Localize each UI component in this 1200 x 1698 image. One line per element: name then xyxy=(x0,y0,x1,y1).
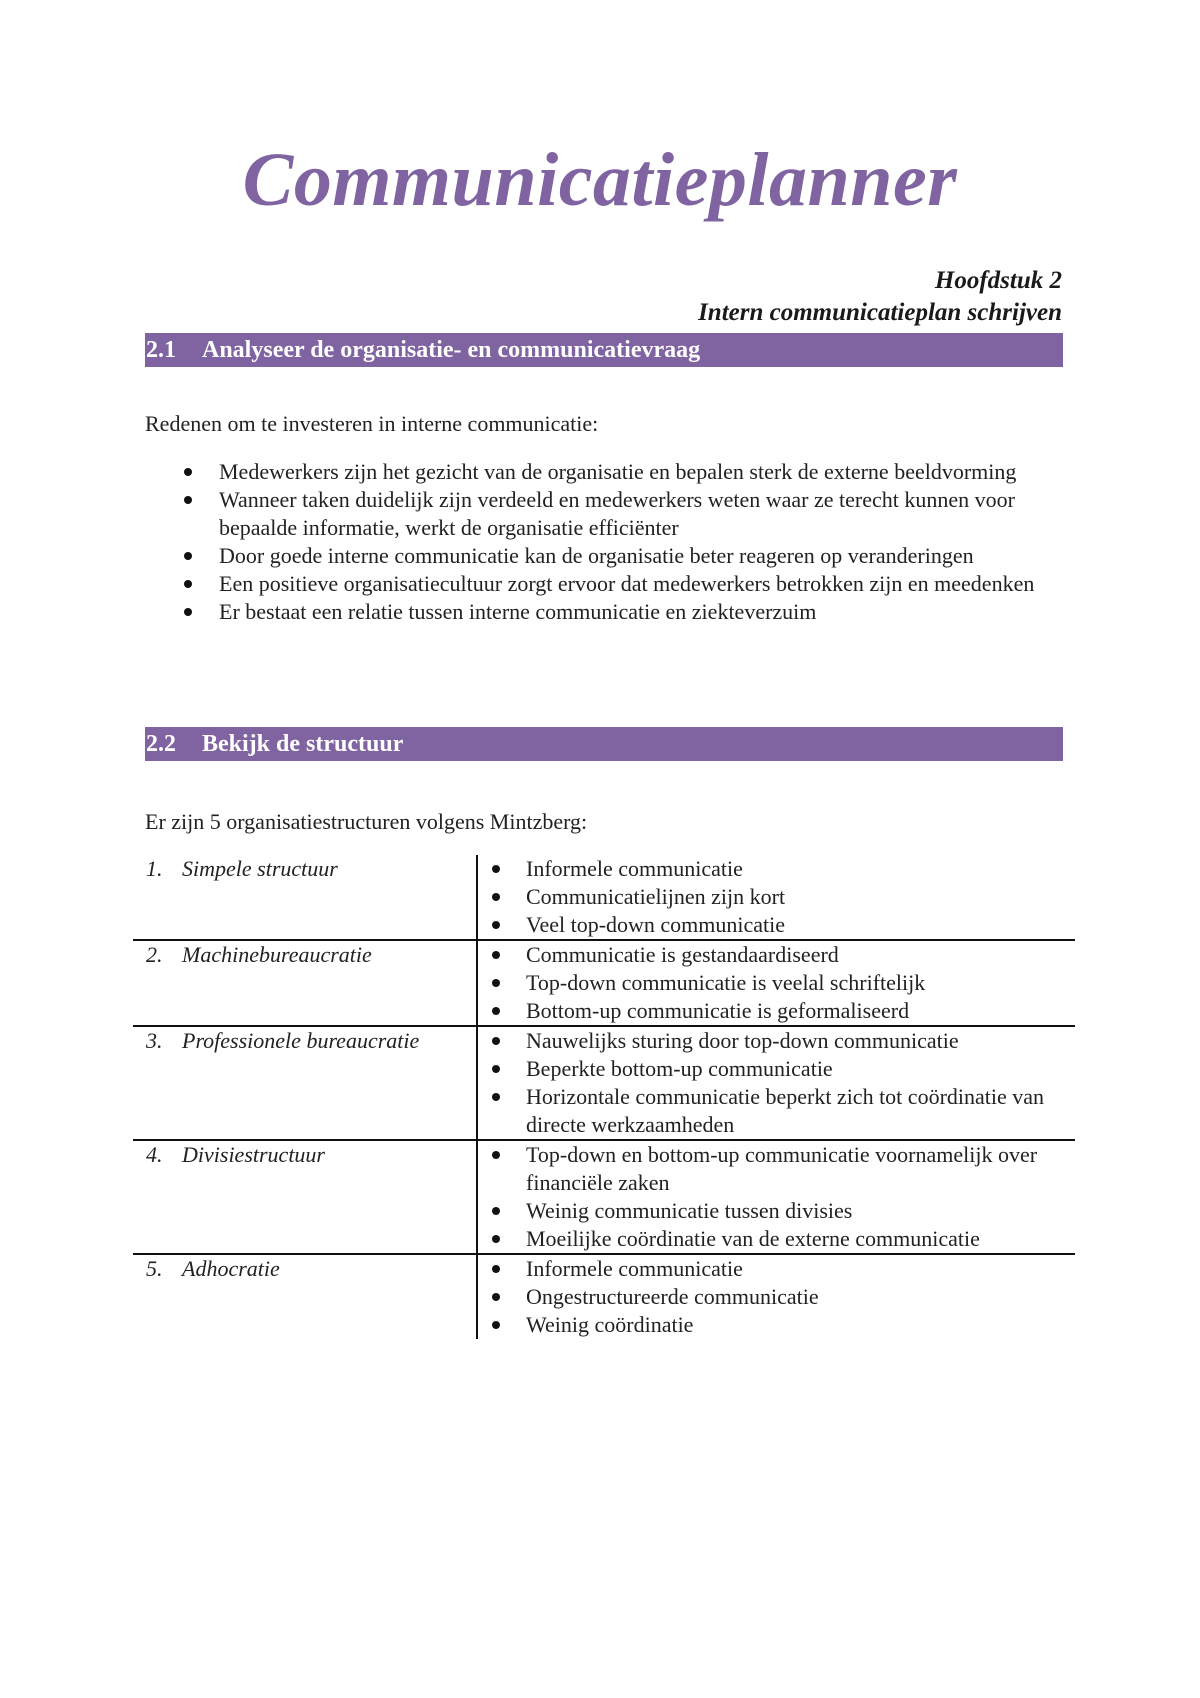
structure-number: 1. xyxy=(146,856,163,881)
structure-number: 3. xyxy=(146,1028,163,1053)
structure-name: Divisiestructuur xyxy=(182,1142,325,1167)
structure-name-cell xyxy=(133,1254,477,1339)
table-row xyxy=(133,1140,1075,1254)
chapter-subtitle: Intern communicatieplan schrijven xyxy=(698,299,1062,326)
list-item-text: Communicatielijnen zijn kort xyxy=(526,884,786,909)
list-item-text: Bottom-up communicatie is geformaliseerd xyxy=(526,998,910,1023)
structure-name: Professionele bureaucratie xyxy=(182,1028,420,1053)
structure-points-cell xyxy=(477,1254,1075,1339)
structure-name-cell xyxy=(133,1140,477,1254)
structure-points-cell xyxy=(477,1140,1075,1254)
table-row xyxy=(133,855,1075,940)
list-item xyxy=(478,1225,1075,1253)
section-heading-2-1 xyxy=(145,333,1063,367)
list-item xyxy=(478,911,1075,939)
section-heading-2-2 xyxy=(145,727,1063,761)
list-item xyxy=(145,598,1065,626)
table-row xyxy=(133,940,1075,1026)
section-2-intro: Er zijn 5 organisatiestructuren volgens Mintzberg: xyxy=(145,809,588,834)
bullet-icon xyxy=(492,1321,500,1329)
bullet-icon xyxy=(492,951,500,959)
bullet-icon xyxy=(184,608,192,616)
list-item xyxy=(478,1055,1075,1083)
structure-name: Adhocratie xyxy=(182,1256,280,1281)
bullet-icon xyxy=(492,1293,500,1301)
list-item-text: Weinig communicatie tussen divisies xyxy=(526,1198,853,1223)
list-item xyxy=(478,969,1075,997)
bullet-icon xyxy=(492,921,500,929)
bullet-icon xyxy=(492,1093,500,1101)
structure-points-cell xyxy=(477,940,1075,1026)
structure-name: Machinebureaucratie xyxy=(182,942,372,967)
list-item xyxy=(478,1311,1075,1339)
list-item xyxy=(478,941,1075,969)
list-item-text: Veel top-down communicatie xyxy=(526,912,786,937)
list-item xyxy=(478,1141,1075,1197)
bullet-icon xyxy=(184,580,192,588)
list-item-text: Communicatie is gestandaardiseerd xyxy=(526,942,839,967)
list-item-text: Horizontale communicatie beperkt zich tot coördinatie van directe werkzaamheden xyxy=(526,1084,1045,1137)
list-item xyxy=(478,855,1075,883)
list-item-text: Informele communicatie xyxy=(526,856,743,881)
list-item-text: Beperkte bottom-up communicatie xyxy=(526,1056,833,1081)
list-item-text: Top-down communicatie is veelal schriftelijk xyxy=(526,970,926,995)
list-item-text: Een positieve organisatiecultuur zorgt ervoor dat medewerkers betrokken zijn en meedenken xyxy=(219,571,1035,596)
chapter-heading xyxy=(698,265,1062,329)
list-item xyxy=(145,458,1065,486)
list-item-text: Weinig coördinatie xyxy=(526,1312,694,1337)
document-title: Communicatieplanner xyxy=(242,138,958,222)
reasons-list xyxy=(145,458,1065,626)
structure-name-cell xyxy=(133,1026,477,1140)
list-item-text: Wanneer taken duidelijk zijn verdeeld en medewerkers weten waar ze terecht kunnen voor bepaalde informatie, werkt de organisatie efficiënter xyxy=(219,487,1015,540)
list-item xyxy=(145,570,1065,598)
bullet-icon xyxy=(492,979,500,987)
bullet-icon xyxy=(492,1007,500,1015)
table-row xyxy=(133,1254,1075,1339)
structure-name-cell xyxy=(133,940,477,1026)
list-item xyxy=(145,486,1065,542)
list-item-text: Top-down en bottom-up communicatie voornamelijk over financiële zaken xyxy=(526,1142,1038,1195)
bullet-icon xyxy=(492,1207,500,1215)
list-item-text: Moeilijke coördinatie van de externe communicatie xyxy=(526,1226,980,1251)
section-title: Analyseer de organisatie- en communicatievraag xyxy=(202,337,701,363)
list-item xyxy=(478,1027,1075,1055)
table-row xyxy=(133,1026,1075,1140)
structure-number: 5. xyxy=(146,1256,163,1281)
structure-name-cell xyxy=(133,855,477,940)
list-item-text: Medewerkers zijn het gezicht van de organisatie en bepalen sterk de externe beeldvorming xyxy=(219,459,1017,484)
bullet-icon xyxy=(492,865,500,873)
chapter-number: Hoofdstuk 2 xyxy=(934,267,1062,294)
structure-number: 2. xyxy=(146,942,163,967)
structure-number: 4. xyxy=(146,1142,163,1167)
list-item-text: Informele communicatie xyxy=(526,1256,743,1281)
list-item xyxy=(478,1197,1075,1225)
structure-points-cell xyxy=(477,855,1075,940)
bullet-icon xyxy=(492,1235,500,1243)
bullet-icon xyxy=(184,496,192,504)
list-item xyxy=(478,1255,1075,1283)
bullet-icon xyxy=(492,1151,500,1159)
bullet-icon xyxy=(492,1037,500,1045)
list-item-text: Er bestaat een relatie tussen interne communicatie en ziekteverzuim xyxy=(219,599,817,624)
bullet-icon xyxy=(492,893,500,901)
structure-name: Simpele structuur xyxy=(182,856,338,881)
list-item xyxy=(145,542,1065,570)
list-item xyxy=(478,1083,1075,1139)
bullet-icon xyxy=(184,552,192,560)
structure-points-cell xyxy=(477,1026,1075,1140)
section-1-intro: Redenen om te investeren in interne communicatie: xyxy=(145,411,599,436)
section-number: 2.1 xyxy=(146,337,176,363)
bullet-icon xyxy=(492,1065,500,1073)
section-number: 2.2 xyxy=(146,731,176,757)
section-title: Bekijk de structuur xyxy=(202,731,404,757)
bullet-icon xyxy=(492,1265,500,1273)
list-item xyxy=(478,883,1075,911)
list-item xyxy=(478,997,1075,1025)
list-item xyxy=(478,1283,1075,1311)
structures-table xyxy=(133,855,1075,1339)
list-item-text: Door goede interne communicatie kan de organisatie beter reageren op veranderingen xyxy=(219,543,974,568)
list-item-text: Ongestructureerde communicatie xyxy=(526,1284,819,1309)
list-item-text: Nauwelijks sturing door top-down communicatie xyxy=(526,1028,959,1053)
bullet-icon xyxy=(184,468,192,476)
